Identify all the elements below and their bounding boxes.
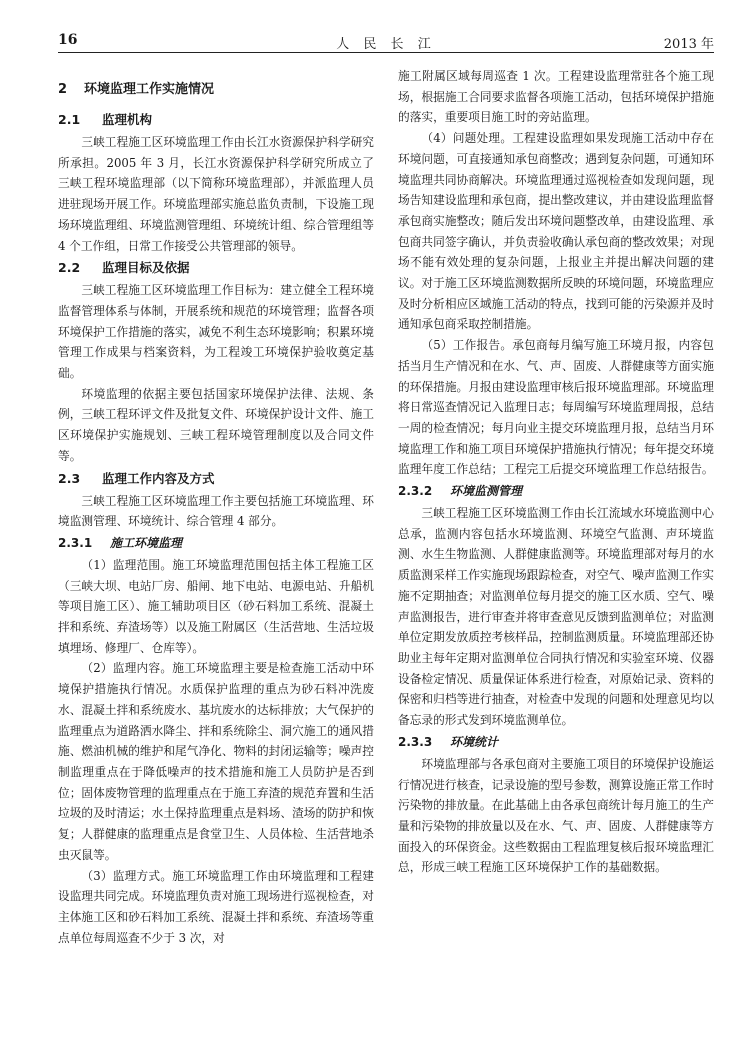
subsection-title: 监理机构 — [102, 112, 153, 127]
paragraph: （3）监理方式。施工环境监理工作由环境监理和工程建设监理共同完成。环境监理负责对施工现场进行巡视检查，对主体施工区和砂石料加工系统、混凝土拌和系统、弃渣场等重点单位每周巡查不少于 3 次，对 — [58, 868, 374, 945]
paragraph: （4）问题处理。工程建设监理如果发现施工活动中存在环境问题，可直接通知承包商整改；遇到复杂问题，可通知环境监理共同协商解决。环境监理通过巡视检查如发现问题，现场告知建设监理和承包商，提出整改建议，并由建设监理监督承包商实施整改；随后发出环境问题整改单，由建设监理、承包商共同签字确认，并负责验收确认承包商的整改效果；对现场不能有效处理的复杂问题，上报业主并提出解决问题的建议。对于施工区环境监测数据所反映的环境问题，环境监理应及时分析相应区域施工活动的特点，找到可能的污染源并及时通知承包商采取控制措施。 — [398, 131, 714, 332]
subsubsection-number: 2.3.3 — [398, 734, 433, 749]
subsubsection-title: 环境统计 — [450, 734, 499, 749]
subsection-heading — [58, 257, 374, 279]
subsubsection-title: 施工环境监理 — [110, 535, 183, 550]
journal-name: 人 民 长 江 — [336, 37, 436, 52]
paragraph: 三峡工程施工区环境监测工作由长江流域水环境监测中心总承，监测内容包括水环境监测、环境空气监测、声环境监测、水生生物监测、人群健康监测等。环境监理部对每月的水质监测采样工作实施现场跟踪检查，对空气、噪声监测工作实施不定期抽查；对监测单位每月提交的施工区水质、空气、噪声监测报告，进行审查并将审查意见反馈到监测单位；对监测单位定期发放质控考核样品，控制监测质量。环境监理部还协助业主每年定期对监测单位合同执行情况和实验室环境、仪器设备检定情况、质量保证体系进行检查，对原始记录、资料的保密和归档等进行抽查，对检查中发现的问题和处理意见均以备忘录的形式发到环境监测单位。 — [398, 506, 714, 728]
subsubsection-heading — [398, 481, 714, 502]
subsubsection-heading — [58, 533, 374, 554]
paragraph: 三峡工程施工区环境监理工作由长江水资源保护科学研究所承担。2005 年 3 月，长江水资源保护科学研究所成立了三峡工程环境监理部（以下简称环境监理部），并派监理人员进驻现场开展工作。环境监理部实施总监负责制，下设施工现场环境监理组、环境监测管理组、环境统计组、综合管理组等 4 个工作组，日常工作接受公共管理部的领导。 — [58, 135, 374, 253]
subsection-number: 2.2 — [58, 260, 81, 276]
publication-year: 2013 年 — [663, 37, 714, 52]
subsubsection-number: 2.3.2 — [398, 484, 433, 499]
paragraph-continued: 施工附属区域每周巡查 1 次。工程建设监理常驻各个施工现场，根据施工合同要求监督各项施工活动，包括环境保护措施的落实，重要项目施工时的旁站监理。 — [398, 69, 714, 125]
subsection-heading — [58, 109, 374, 131]
paragraph: 三峡工程施工区环境监理工作目标为：建立健全工程环境监督管理体系与体制，开展系统和规范的环境管理；监督各项环境保护工作措施的落实，减免不利生态环境影响；积累环境管理工作成果与档案资料，为工程竣工环境保护验收奠定基础。 — [58, 283, 374, 381]
subsubsection-title: 环境监测管理 — [450, 484, 523, 499]
paragraph: （1）监理范围。施工环境监理范围包括主体工程施工区（三峡大坝、电站厂房、船闸、地下电站、电源电站、升船机等项目施工区）、施工辅助项目区（砂石料加工系统、混凝土拌和系统、弃渣场等）以及施工附属区（生活营地、生活垃圾填埋场、修理厂、仓库等）。 — [58, 557, 374, 655]
page-number: 16 — [58, 32, 78, 48]
paragraph: 环境监理部与各承包商对主要施工项目的环境保护设施运行情况进行核查，记录设施的型号参数，测算设施正常工作时污染物的排放量。在此基础上由各承包商统计每月施工的生产量和污染物的排放量以及在水、气、声、固废、人群健康等方面投入的环保资金。这些数据由工程监理复核后报环境监理汇总，形成三峡工程施工区环境保护工作的基础数据。 — [398, 756, 714, 875]
left-column — [58, 68, 374, 1038]
subsection-number: 2.3 — [58, 470, 81, 486]
subsection-heading — [58, 468, 374, 490]
subsection-title: 监理目标及依据 — [102, 260, 190, 276]
subsection-number: 2.1 — [58, 112, 81, 127]
subsubsection-number: 2.3.1 — [58, 535, 93, 550]
section-number: 2 — [58, 82, 68, 97]
right-column — [398, 66, 714, 1036]
subsubsection-heading — [398, 732, 714, 753]
paragraph: 环境监理的依据主要包括国家环境保护法律、法规、条例，三峡工程环评文件及批复文件、环境保护设计文件、施工区环境保护实施规划、三峡工程环境管理制度以及合同文件等。 — [58, 386, 374, 463]
section-heading — [58, 80, 374, 100]
paragraph: 三峡工程施工区环境监理工作主要包括施工环境监理、环境监测管理、环境统计、综合管理 4 部分。 — [58, 493, 374, 529]
page-header — [58, 30, 714, 53]
section-title: 环境监理工作实施情况 — [84, 82, 215, 97]
paragraph: （5）工作报告。承包商每月编写施工环境月报，内容包括当月生产情况和在水、气、声、固废、人群健康等方面实施的环保措施。月报由建设监理审核后报环境监理部。环境监理将日常巡查情况记入监理日志；每周编写环境监理周报，总结一周的检查情况；每月向业主提交环境监理月报，总结当月环境监理工作和施工项目环境保护措施执行情况；每年提交环境监理年度工作总结；工程完工后提交环境监理工作总结报告。 — [398, 338, 714, 477]
subsection-title: 监理工作内容及方式 — [102, 470, 215, 486]
paragraph: （2）监理内容。施工环境监理主要是检查施工活动中环境保护措施执行情况。水质保护监理的重点为砂石料冲洗废水、混凝土拌和系统废水、基坑废水的达标排放；大气保护的监理重点为道路洒水降尘、拌和系统除尘、洞穴施工的通风措施、燃油机械的维护和尾气净化、物料的封闭运输等；噪声控制监理重点在于降低噪声的技术措施和施工人员防护是否到位；固体废物管理的监理重点在于施工弃渣的规范弃置和生活垃圾的及时清运；水土保持监理重点是料场、渣场的防护和恢复；人群健康的监理重点是食堂卫生、人员体检、生活营地杀虫灭鼠等。 — [58, 661, 374, 862]
